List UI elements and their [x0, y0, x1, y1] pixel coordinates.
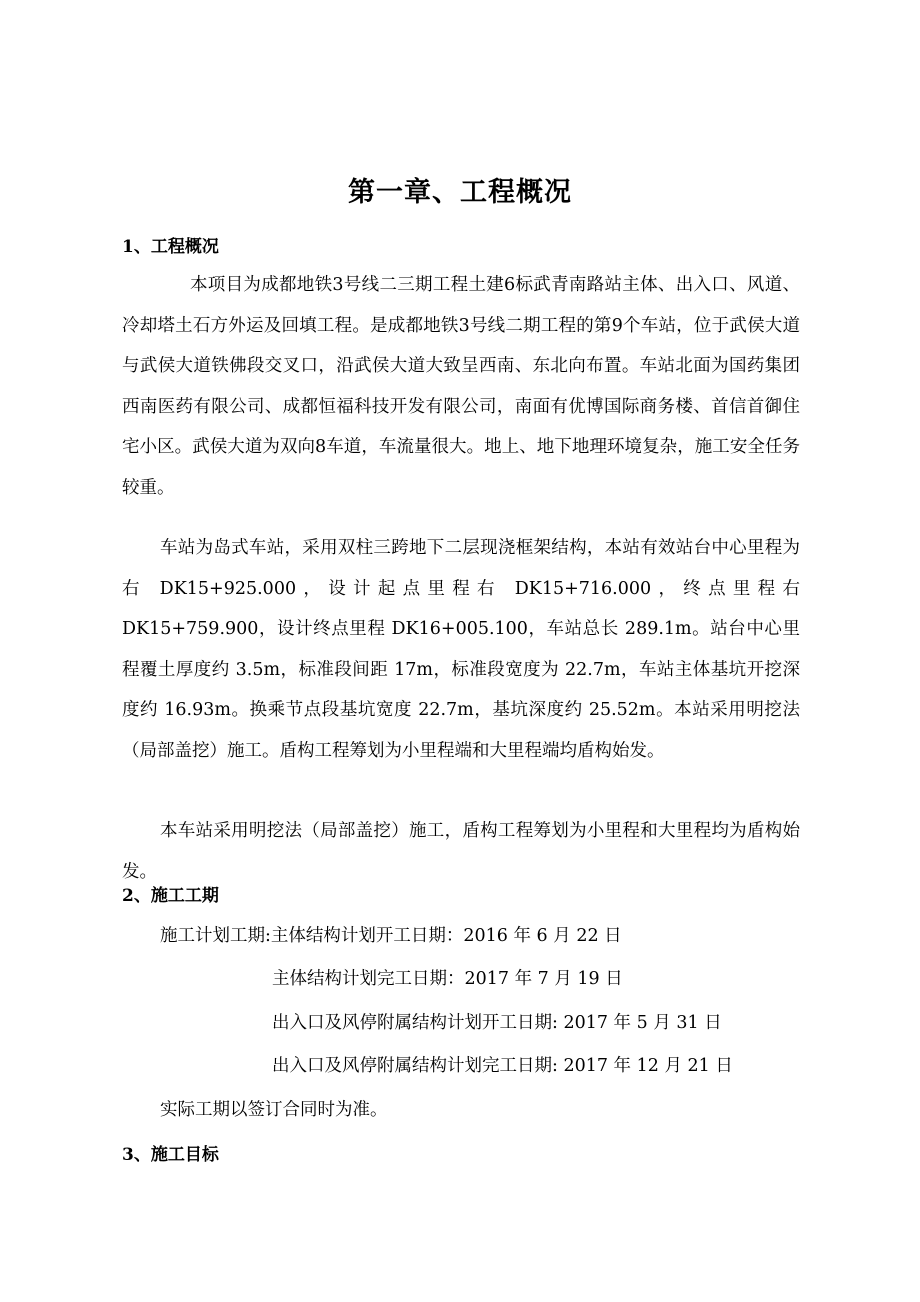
- schedule-line-main-finish: 主体结构计划完工日期：2017 年 7 月 19 日: [272, 969, 623, 989]
- schedule-line-auxiliary-start: 出入口及风停附属结构计划开工日期: 2017 年 5 月 31 日: [272, 1013, 722, 1033]
- schedule-note: 实际工期以签订合同时为准。: [160, 1100, 388, 1120]
- chapter-title: 第一章、工程概况: [348, 177, 572, 208]
- paragraph-station-structure: 车站为岛式车站，采用双柱三跨地下二层现浇框架结构，本站有效站台中心里程为右 DK15+925.000，设计起点里程右 DK15+716.000，终点里程右 DK15+759.900，设计终点里程 DK16+005.100，车站总长 289.1m。站台中心里程覆土厚度约 3.5m，标准段间距 17m，标准段宽度为 22.7m，车站主体基坑开挖深度约 16.93m。换乘节点段基坑宽度 22.7m，基坑深度约 25.52m。本站采用明挖法（局部盖挖）施工。盾构工程筹划为小里程端和大里程端均盾构始发。: [122, 538, 800, 761]
- schedule-line-auxiliary-finish: 出入口及风停附属结构计划完工日期: 2017 年 12 月 21 日: [272, 1056, 733, 1076]
- paragraph-project-intro: 本项目为成都地铁3号线二三期工程土建6标武青南路站主体、出入口、风道、冷却塔土石方外运及回填工程。是成都地铁3号线二期工程的第9个车站，位于武侯大道与武侯大道铁佛段交叉口，沿武侯大道大致呈西南、东北向布置。车站北面为国药集团西南医药有限公司、成都恒福科技开发有限公司，南面有优博国际商务楼、首信首御住宅小区。武侯大道为双向8车道，车流量很大。地上、地下地理环境复杂，施工安全任务较重。: [122, 275, 800, 498]
- section-heading-3: 3、施工目标: [122, 1145, 219, 1165]
- section-heading-2: 2、施工工期: [122, 886, 219, 906]
- schedule-line-main-start: 施工计划工期:主体结构计划开工日期：2016 年 6 月 22 日: [160, 926, 622, 946]
- paragraph-construction-method: 本车站采用明挖法（局部盖挖）施工，盾构工程筹划为小里程和大里程均为盾构始发。: [122, 821, 800, 882]
- section-heading-1: 1、工程概况: [122, 237, 219, 257]
